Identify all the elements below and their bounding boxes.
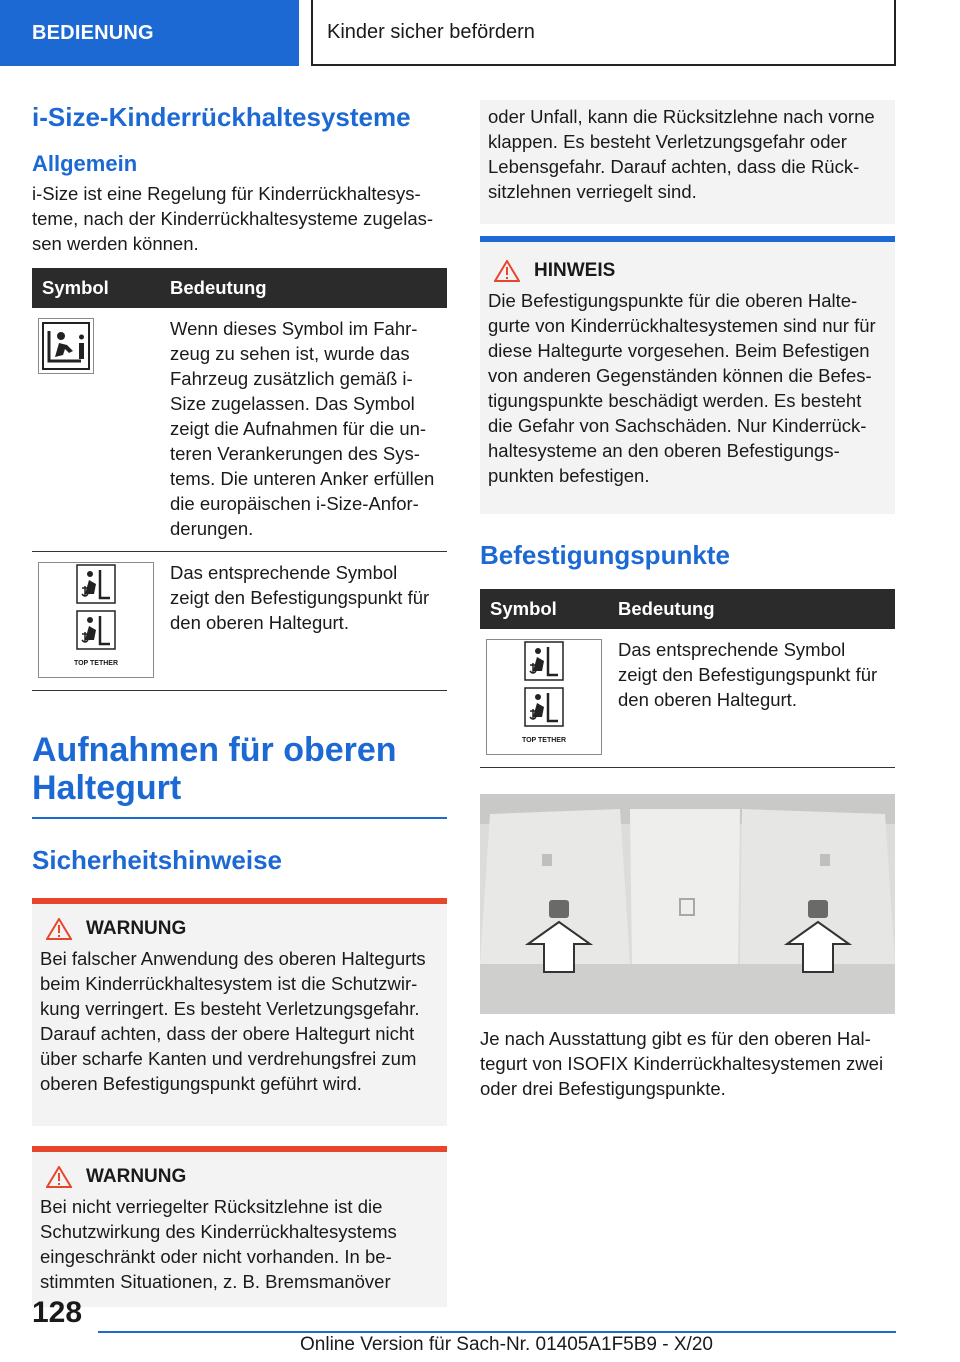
warning-title: WARNUNG	[86, 1166, 187, 1187]
header-section-tab: BEDIENUNG	[0, 0, 299, 66]
table-cell-meaning: Das entsprechende Symbol zeigt den Befestigungspunkt für den oberen Haltegurt.	[608, 629, 895, 768]
table-row	[480, 629, 895, 768]
warning-triangle-icon	[46, 1166, 72, 1188]
table-row	[32, 308, 447, 552]
anchor-seat-icon	[76, 610, 116, 650]
big-heading: Aufnahmen für oberen Haltegurt	[32, 731, 397, 807]
warning-box	[32, 904, 447, 1126]
anchor-points-photo	[480, 794, 895, 1014]
right-column	[480, 100, 895, 1101]
footer-rule	[98, 1331, 896, 1333]
page-number: 128	[32, 1296, 83, 1329]
anchor-seat-icon	[524, 687, 564, 727]
note-triangle-icon	[494, 260, 520, 282]
note-box	[480, 242, 895, 514]
table-cell-meaning: Das entsprechende Symbol zeigt den Befestigungspunkt für den oberen Haltegurt.	[160, 552, 447, 691]
general-heading: Allgemein	[32, 151, 138, 176]
table-header-symbol: Symbol	[32, 268, 160, 308]
warning-box-continued	[480, 100, 895, 224]
isize-child-seat-icon	[38, 318, 94, 374]
left-column	[32, 100, 447, 1307]
table-header-meaning: Bedeutung	[608, 589, 895, 629]
table-header-meaning: Bedeutung	[160, 268, 447, 308]
header-chapter-title: Kinder sicher befördern	[311, 0, 896, 66]
note-text: Die Befestigungspunkte für die oberen Halte-gurte von Kinderrückhaltesystemen sind nur für diese Haltegurte vorgesehen. Beim Befestigen von anderen Gegenständen können die Befes-tigungspunkte beschädigt werden. Es besteht die Gefahr von Sachschäden. Nur Kinderrück-haltesysteme an den oberen Befestigungs-punkten befestigen.	[488, 290, 876, 486]
section-title: i-Size-Kinderrückhaltesysteme	[32, 102, 411, 132]
anchor-seat-icon	[524, 641, 564, 681]
table-cell-meaning: Wenn dieses Symbol im Fahr-zeug zu sehen ist, wurde das Fahrzeug zusätzlich gemäß i-Size zugelassen. Das Symbol zeigt die Aufnahmen für die un-teren Verankerungen des Sys-tems. Die unteren Anker erfüllen die europäischen i-Size-Anfor-derungen.	[160, 308, 447, 552]
warning-box	[32, 1152, 447, 1307]
seatback-anchor-illustration	[480, 794, 895, 1014]
heading-rule	[32, 817, 447, 819]
warning-triangle-icon	[46, 918, 72, 940]
anchor-heading: Befestigungspunkte	[480, 540, 730, 570]
safety-heading: Sicherheitshinweise	[32, 845, 282, 875]
online-version-text: Online Version für Sach-Nr. 01405A1F5B9 - X/20	[300, 1334, 713, 1355]
warning-text: Bei nicht verriegelter Rücksitzlehne ist die Schutzwirkung des Kinderrückhaltesystems eingeschränkt oder nicht vorhanden. In be-stimmten Situationen, z. B. Bremsmanöver	[40, 1196, 397, 1292]
warning-text: Bei falscher Anwendung des oberen Haltegurts beim Kinderrückhaltesystem ist die Schutzwir-kung verringert. Es besteht Verletzungsgefahr. Darauf achten, dass der obere Haltegurt nicht über scharfe Kanten und verdrehungsfrei zum oberen Befestigungspunkt geführt wird.	[40, 948, 426, 1094]
isize-symbol-table	[32, 268, 447, 691]
warning-title: WARNUNG	[86, 918, 187, 939]
anchor-seat-icon	[76, 564, 116, 604]
top-tether-icon	[38, 562, 154, 678]
table-row	[32, 552, 447, 691]
general-text: i-Size ist eine Regelung für Kinderrückhaltesys-teme, nach der Kinderrückhaltesysteme zugelas-sen werden können.	[32, 183, 434, 254]
warning-text-continued: oder Unfall, kann die Rücksitzlehne nach vorne klappen. Es besteht Verletzungsgefahr oder Lebensgefahr. Darauf achten, dass die Rück-sitzlehnen verriegelt sind.	[488, 106, 875, 202]
note-title: HINWEIS	[534, 260, 616, 281]
top-tether-label: TOP TETHER	[521, 737, 567, 744]
top-tether-label: TOP TETHER	[73, 660, 119, 667]
top-tether-icon	[486, 639, 602, 755]
table-header-symbol: Symbol	[480, 589, 608, 629]
photo-caption: Je nach Ausstattung gibt es für den oberen Hal-tegurt von ISOFIX Kinderrückhaltesystemen zwei oder drei Befestigungspunkte.	[480, 1028, 884, 1099]
anchor-symbol-table	[480, 589, 895, 768]
